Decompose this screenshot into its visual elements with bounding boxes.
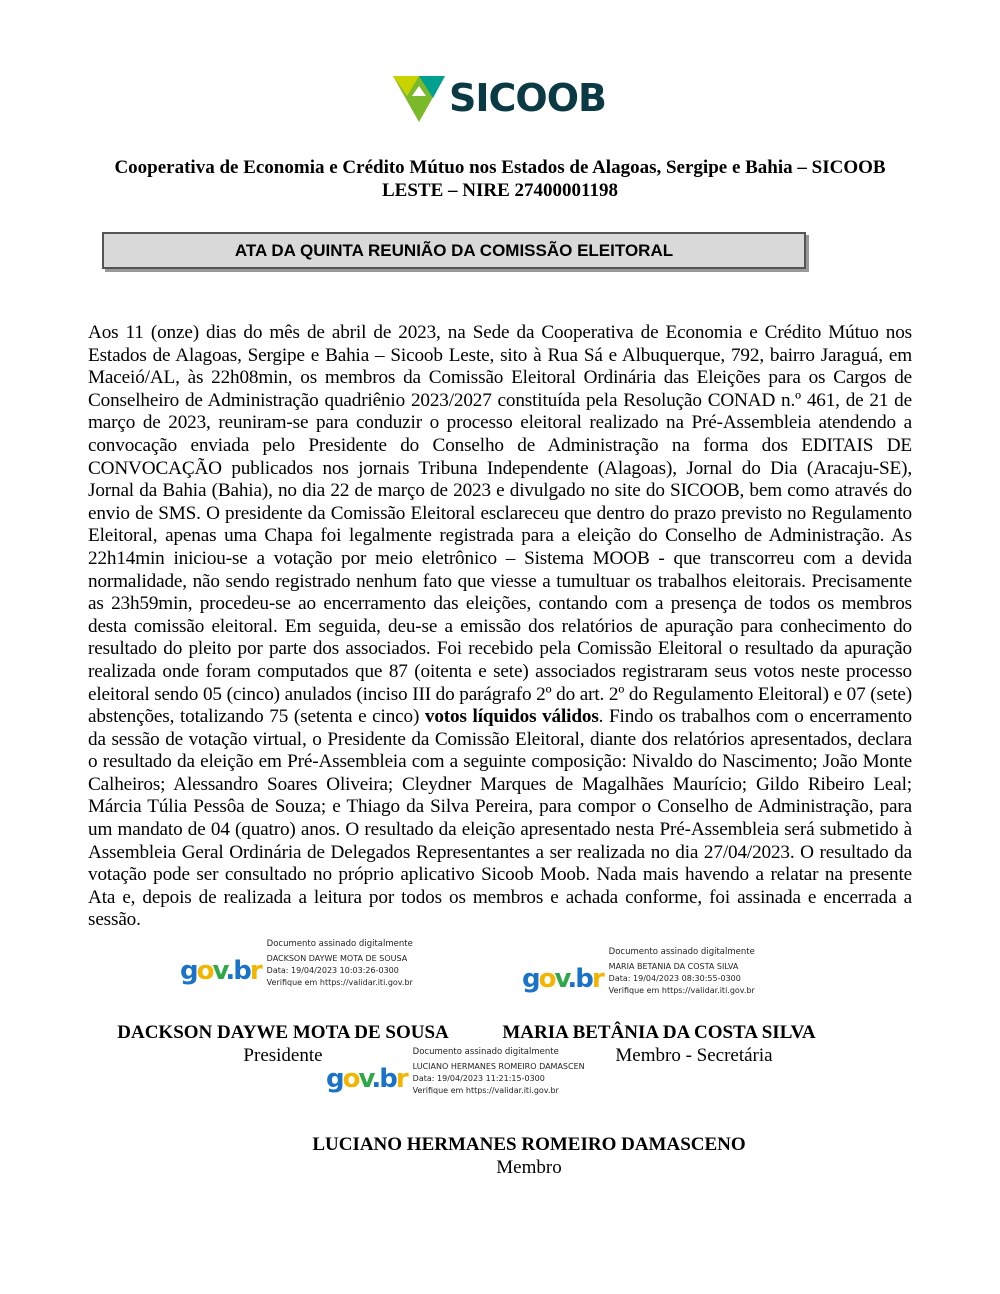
sicoob-triangle-icon <box>393 74 445 122</box>
body-text: Aos 11 (onze) dias do mês de abril de 2023, na Sede da Cooperativa de Economia e Crédito Mútuo nos Estados de Alagoas, Sergipe e Bahia – Sicoob Leste, sito à Rua Sá e Albuquerque, 792, bairro Jaraguá, em Maceió/AL, às 22h08min, os membros da Comissão Eleitoral Ordinária das Eleições para os Cargos de Conselheiro de Administração quadriênio 2023/2027 constituída pela Resolução CONAD n.º 461, de 21 de março de 2023, reuniram-se para conduzir o processo eleitoral realizado na Pré-Assembleia atendendo a convocação enviada pelo Presidente do Conselho de Administração na forma dos EDITAIS DE CONVOCAÇÃO publicados nos jornais Tribuna Independente (Alagoas), Jornal do Dia (Aracaju-SE), Jornal da Bahia (Bahia), no dia 22 de março de 2023 e divulgado no site do SICOOB, bem como através do envio de SMS. O presidente da Comissão Eleitoral esclareceu que dentro do prazo previsto no Regulamento Eleitoral, apenas uma Chapa foi legalmente registrada para a eleição do Conselho de Administração. As 22h14min iniciou-se a votação por meio eletrônico – Sistema MOOB - que transcorreu com a devida normalidade, não sendo registrado nenhum fato que viesse a tumultuar os trabalhos eleitorais. Precisamente as 23h59min, procedeu-se ao encerramento das eleições, contando com a presença de todos os membros desta comissão eleitoral. Em seguida, deu-se a emissão dos relatórios de apuração para conhecimento do resultado do pleito por parte dos associados. Foi recebido pela Comissão Eleitoral o resultado da apuração realizada onde foram computados que 87 (oitenta e sete) associados registraram seus votos neste processo eleitoral sendo 05 (cinco) anulados (inciso III do parágrafo 2º do art. 2º do Regulamento Eleitoral) e 07 (sete) abstenções, totalizando 75 (setenta e cinco) <box>88 322 912 728</box>
govbr-logo: gov.br <box>326 1063 407 1094</box>
body-bold-text: votos líquidos válidos <box>424 706 599 728</box>
stamp-date: Data: 19/04/2023 10:03:26-0300 <box>266 966 399 975</box>
signer-name: DACKSON DAYWE MOTA DE SOUSA <box>117 1022 449 1043</box>
stamp-header: Documento assinado digitalmente <box>266 939 413 949</box>
govbr-signature-stamp <box>326 1046 585 1097</box>
signer-name: LUCIANO HERMANES ROMEIRO DAMASCENO <box>312 1134 746 1155</box>
document-title: ATA DA QUINTA REUNIÃO DA COMISSÃO ELEITORAL <box>102 232 806 269</box>
sicoob-logo-text: SICOOB <box>449 76 606 120</box>
stamp-date: Data: 19/04/2023 11:21:15-0300 <box>412 1074 545 1083</box>
stamp-signer: LUCIANO HERMANES ROMEIRO DAMASCEN <box>412 1062 585 1071</box>
cooperative-heading: Cooperativa de Economia e Crédito Mútuo nos Estados de Alagoas, Sergipe e Bahia – SICOOB LESTE – NIRE 27400001198 <box>114 157 886 201</box>
stamp-header: Documento assinado digitalmente <box>412 1047 559 1057</box>
stamp-verify-link[interactable]: Verifique em https://validar.iti.gov.br <box>608 986 755 995</box>
stamp-header: Documento assinado digitalmente <box>608 947 755 957</box>
stamp-date: Data: 19/04/2023 08:30:55-0300 <box>608 974 741 983</box>
stamp-signer: MARIA BETANIA DA COSTA SILVA <box>608 962 739 971</box>
stamp-verify-link[interactable]: Verifique em https://validar.iti.gov.br <box>266 978 413 987</box>
signer-block <box>280 1133 778 1179</box>
signer-role: Membro <box>496 1157 562 1178</box>
signer-role: Membro - Secretária <box>615 1045 773 1066</box>
govbr-logo: gov.br <box>180 955 261 986</box>
stamp-verify-link[interactable]: Verifique em https://validar.iti.gov.br <box>412 1086 559 1095</box>
govbr-signature-stamp <box>180 938 413 989</box>
signer-role: Presidente <box>243 1045 323 1066</box>
signer-name: MARIA BETÂNIA DA COSTA SILVA <box>502 1022 816 1043</box>
govbr-signature-stamp <box>522 946 755 997</box>
minutes-body <box>88 322 912 932</box>
body-text-continued: . Findo os trabalhos com o encerramento da sessão de votação virtual, o Presidente da Comissão Eleitoral, diante dos relatórios apresentados, declara o resultado da eleição em Pré-Assembleia com a seguinte composição: Nivaldo do Nascimento; João Monte Calheiros; Alessandro Soares Oliveira; Cleydner Marques de Magalhães Maurício; Gildo Ribeiro Leal; Márcia Túlia Pessôa de Souza; e Thiago da Silva Pereira, para compor o Conselho de Administração, para um mandato de 04 (quatro) anos. O resultado da eleição apresentado nesta Pré-Assembleia será submetido à Assembleia Geral Ordinária de Delegados Representantes a ser realizada no dia 27/04/2023. O resultado da votação pode ser consultado no próprio aplicativo Sicoob Moob. Nada mais havendo a relatar na presente Ata e, depois de realizada a leitura por todos os membros e achada conforme, foi assinada e encerrada a sessão. <box>88 706 912 931</box>
sicoob-logo <box>393 74 606 122</box>
stamp-signer: DACKSON DAYWE MOTA DE SOUSA <box>266 954 408 963</box>
govbr-logo: gov.br <box>522 963 603 994</box>
